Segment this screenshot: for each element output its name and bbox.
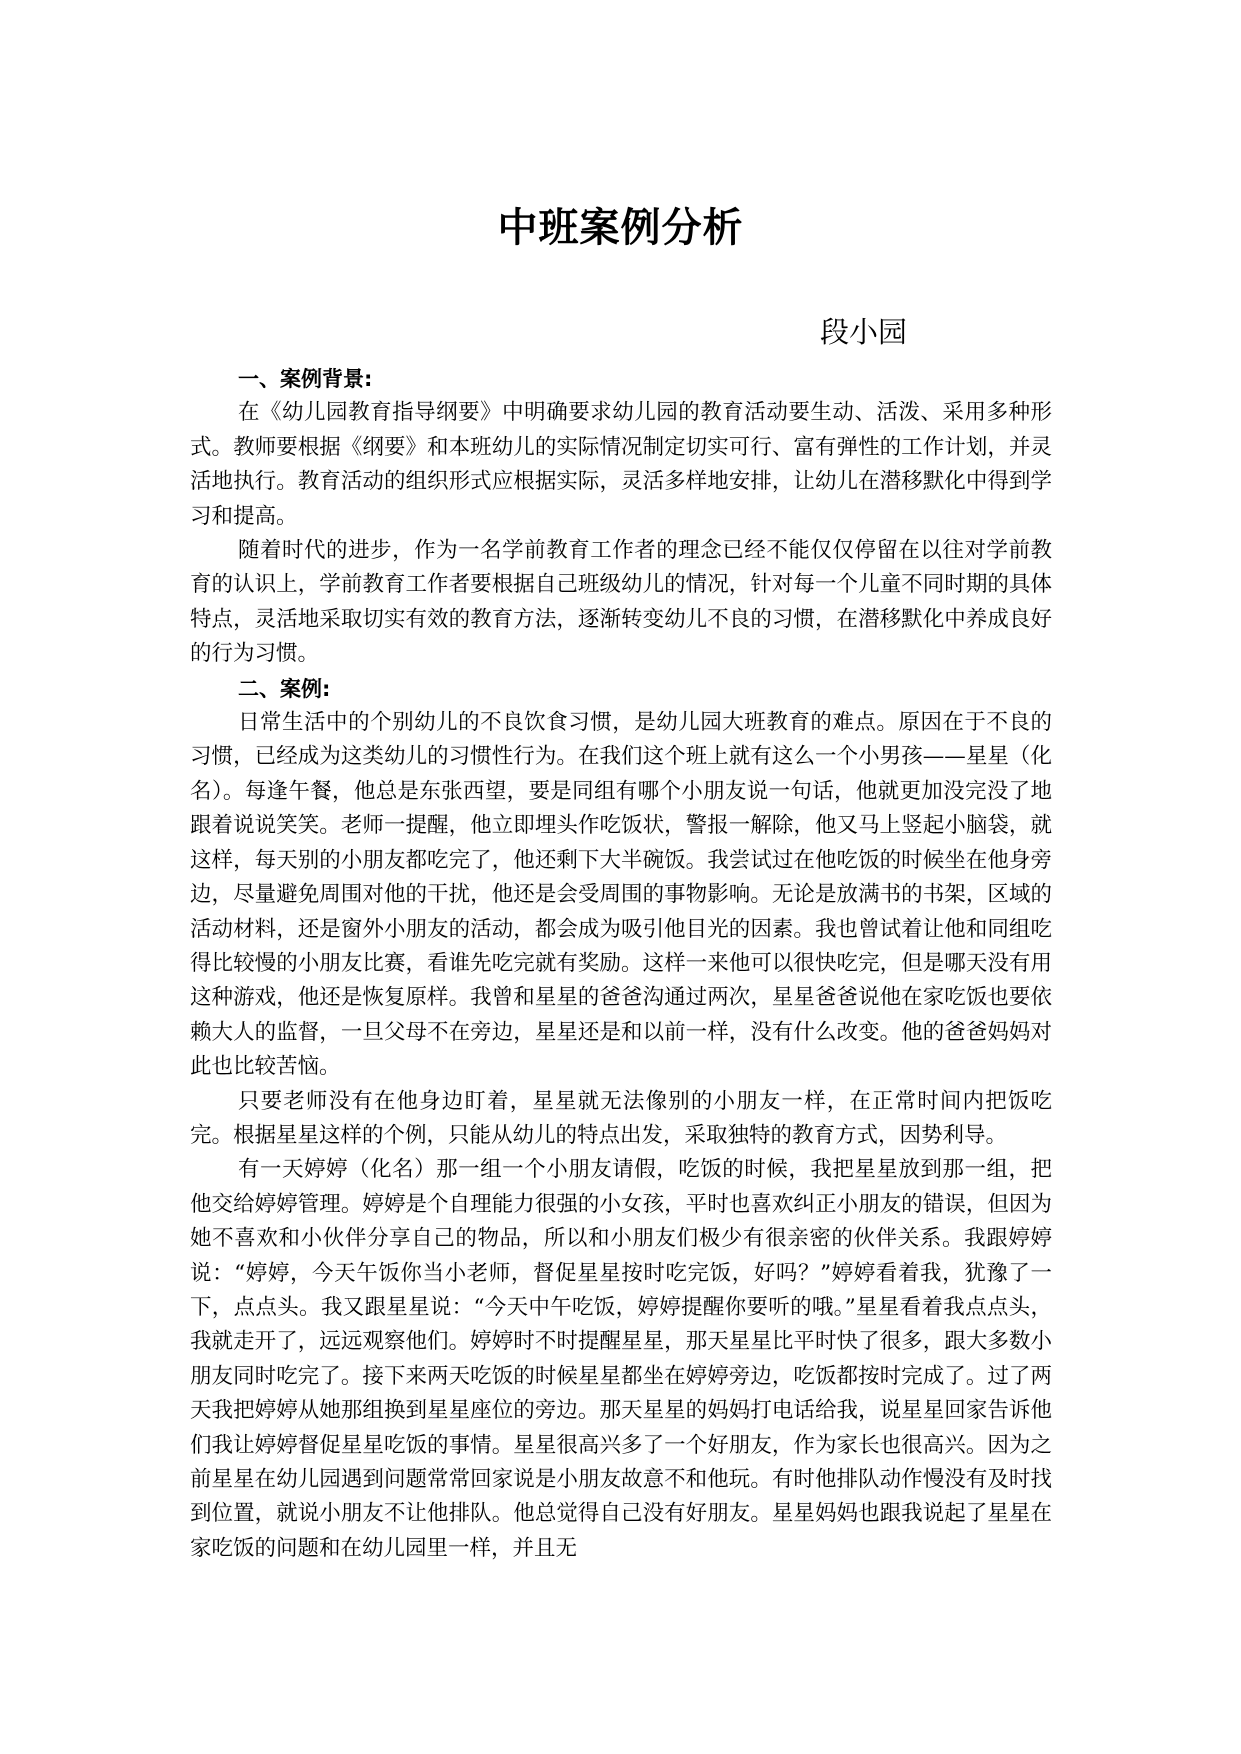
- section-heading-case: 二、案例:: [238, 676, 331, 701]
- document-title: 中班案例分析: [497, 205, 744, 251]
- paragraph: 日常生活中的个别幼儿的不良饮食习惯，是幼儿园大班教育的难点。原因在于不良的习惯，已经成为这类幼儿的习惯性行为。在我们这个班上就有这么一个小男孩——星星（化名）。每逢午餐，他总是东张西望，要是同组有哪个小朋友说一句话，他就更加没完没了地跟着说说笑笑。老师一提醒，他立即埋头作吃饭状，警报一解除，他又马上竖起小脑袋，就这样，每天别的小朋友都吃完了，他还剩下大半碗饭。我尝试过在他吃饭的时候坐在他身旁边，尽量避免周围对他的干扰，他还是会受周围的事物影响。无论是放满书的书架，区域的活动材料，还是窗外小朋友的活动，都会成为吸引他目光的因素。我也曾试着让他和同组吃得比较慢的小朋友比赛，看谁先吃完就有奖励。这样一来他可以很快吃完，但是哪天没有用这种游戏，他还是恢复原样。我曾和星星的爸爸沟通过两次，星星爸爸说他在家吃饭也要依赖大人的监督，一旦父母不在旁边，星星还是和以前一样，没有什么改变。他的爸爸妈妈对此也比较苦恼。: [190, 710, 1052, 1080]
- author-name: 段小园: [820, 315, 908, 349]
- paragraph: 有一天婷婷（化名）那一组一个小朋友请假，吃饭的时候，我把星星放到那一组，把他交给婷婷管理。婷婷是个自理能力很强的小女孩，平时也喜欢纠正小朋友的错误，但因为她不喜欢和小伙伴分享自己的物品，所以和小朋友们极少有很亲密的伙伴关系。我跟婷婷说：“婷婷，今天午饭你当小老师，督促星星按时吃完饭，好吗？”婷婷看着我，犹豫了一下，点点头。我又跟星星说：“今天中午吃饭，婷婷提醒你要听的哦。”星星看着我点点头，我就走开了，远远观察他们。婷婷时不时提醒星星，那天星星比平时快了很多，跟大多数小朋友同时吃完了。接下来两天吃饭的时候星星都坐在婷婷旁边，吃饭都按时完成了。过了两天我把婷婷从她那组换到星星座位的旁边。那天星星的妈妈打电话给我，说星星回家告诉他们我让婷婷督促星星吃饭的事情。星星很高兴多了一个好朋友，作为家长也很高兴。因为之前星星在幼儿园遇到问题常常回家说是小朋友故意不和他玩。有时他排队动作慢没有及时找到位置，就说小朋友不让他排队。他总觉得自己没有好朋友。星星妈妈也跟我说起了星星在家吃饭的问题和在幼儿园里一样，并且无: [190, 1157, 1052, 1561]
- paragraph: 只要老师没有在他身边盯着，星星就无法像别的小朋友一样，在正常时间内把饭吃完。根据星星这样的个例，只能从幼儿的特点出发，采取独特的教育方式，因势利导。: [190, 1088, 1052, 1148]
- document-body: [190, 362, 1052, 1566]
- paragraph: 在《幼儿园教育指导纲要》中明确要求幼儿园的教育活动要生动、活泼、采用多种形式。教师要根据《纲要》和本班幼儿的实际情况制定切实可行、富有弹性的工作计划，并灵活地执行。教育活动的组织形式应根据实际，灵活多样地安排，让幼儿在潜移默化中得到学习和提高。: [190, 400, 1052, 529]
- section-heading-background: 一、案例背景:: [238, 367, 373, 391]
- paragraph: 随着时代的进步，作为一名学前教育工作者的理念已经不能仅仅停留在以往对学前教育的认识上，学前教育工作者要根据自己班级幼儿的情况，针对每一个儿童不同时期的具体特点，灵活地采取切实有效的教育方法，逐渐转变幼儿不良的习惯，在潜移默化中养成良好的行为习惯。: [190, 538, 1052, 667]
